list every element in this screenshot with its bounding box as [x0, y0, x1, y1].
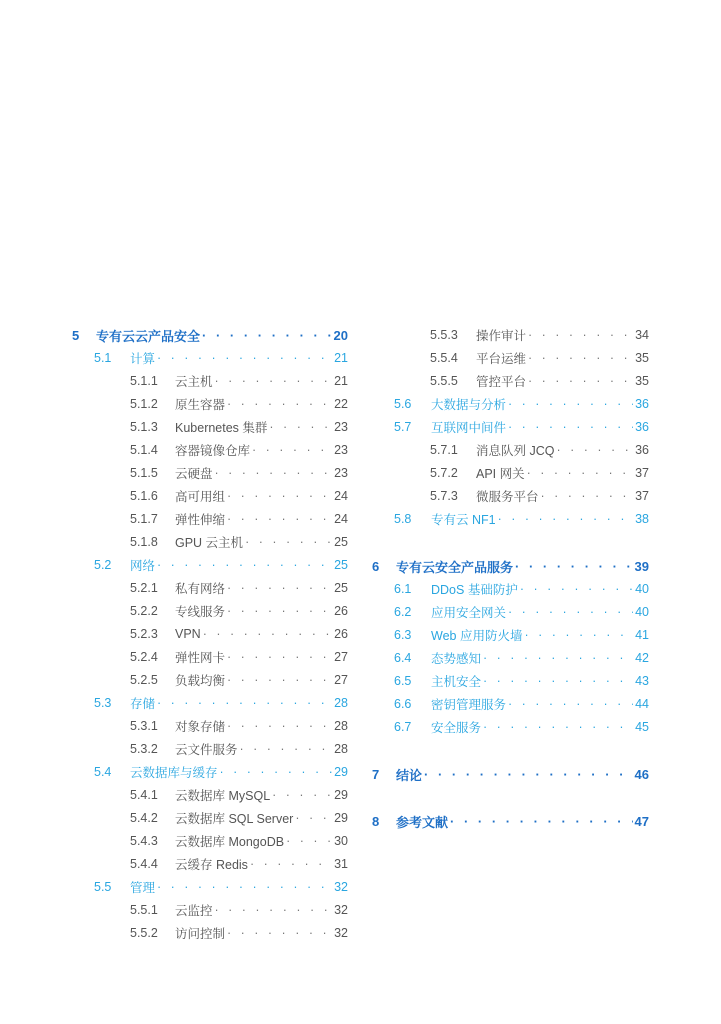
toc-entry-title: 弹性网卡 — [175, 651, 226, 665]
toc-entry-page: 20 — [333, 327, 348, 343]
toc-entry[interactable] — [394, 417, 649, 437]
toc-entry-page: 26 — [334, 604, 348, 618]
toc-leader-dots — [528, 328, 633, 342]
toc-leader-dots — [528, 351, 633, 365]
toc-leader-dots — [508, 697, 633, 711]
toc-entry-number: 5.7 — [394, 420, 412, 434]
toc-leader-dots — [295, 811, 332, 825]
toc-entry[interactable] — [94, 348, 348, 368]
toc-entry-page: 36 — [635, 443, 649, 457]
toc-entry-page: 22 — [334, 397, 348, 411]
toc-entry[interactable] — [394, 671, 649, 691]
toc-entry[interactable] — [94, 762, 348, 782]
toc-entry-number: 8 — [372, 813, 380, 829]
toc-entry-page: 32 — [334, 926, 348, 940]
toc-entry-title: 访问控制 — [175, 927, 226, 941]
toc-entry-page: 32 — [334, 880, 348, 894]
toc-entry-number: 5.4.1 — [130, 788, 158, 802]
toc-entry-title: API 网关 — [476, 467, 525, 481]
toc-entry[interactable] — [94, 555, 348, 575]
toc-entry-title: 容器镜像仓库 — [175, 444, 251, 458]
toc-entry-title: 云数据库与缓存 — [130, 766, 218, 780]
toc-entry-page: 24 — [334, 512, 348, 526]
toc-entry[interactable] — [130, 923, 348, 943]
toc-entry-title: 态势感知 — [431, 652, 482, 666]
toc-entry[interactable] — [430, 325, 649, 345]
toc-entry-number: 5.1.7 — [130, 512, 158, 526]
toc-entry-title: Web 应用防火墙 — [431, 629, 523, 643]
toc-leader-dots — [556, 443, 633, 457]
toc-entry[interactable] — [394, 648, 649, 668]
toc-entry-title: 云数据库 SQL Server — [175, 812, 294, 826]
toc-leader-dots — [527, 466, 633, 480]
toc-entry-number: 5.1 — [94, 351, 112, 365]
toc-entry-number: 5.6 — [394, 397, 412, 411]
toc-entry-number: 5.2.2 — [130, 604, 158, 618]
toc-entry-title: 专有云安全产品服务 — [396, 559, 514, 575]
toc-entry-number: 5.2 — [94, 558, 112, 572]
toc-entry-title: 原生容器 — [175, 398, 226, 412]
toc-entry-title: 高可用组 — [175, 490, 226, 504]
toc-leader-dots — [250, 857, 332, 871]
toc-entry[interactable] — [394, 694, 649, 714]
toc-entry-number: 6 — [372, 558, 380, 574]
toc-entry[interactable] — [372, 764, 649, 784]
toc-entry-number: 5.7.2 — [430, 466, 458, 480]
toc-entry[interactable] — [130, 601, 348, 621]
toc-entry-page: 28 — [334, 742, 348, 756]
toc-entry-number: 5.4.3 — [130, 834, 158, 848]
toc-entry-number: 5.3 — [94, 696, 112, 710]
toc-leader-dots — [227, 650, 332, 664]
toc-entry-number: 5.5.3 — [430, 328, 458, 342]
toc-entry[interactable] — [430, 440, 649, 460]
toc-entry-number: 5.5.5 — [430, 374, 458, 388]
toc-entry[interactable] — [372, 556, 649, 576]
toc-leader-dots — [245, 535, 332, 549]
toc-entry-number: 5.3.1 — [130, 719, 158, 733]
toc-entry[interactable] — [130, 670, 348, 690]
toc-entry-page: 34 — [635, 328, 649, 342]
toc-entry-title: 云缓存 Redis — [175, 858, 248, 872]
toc-entry-number: 5.3.2 — [130, 742, 158, 756]
toc-leader-dots — [227, 397, 332, 411]
toc-entry-page: 23 — [334, 443, 348, 457]
toc-entry[interactable] — [130, 624, 348, 644]
toc-entry-page: 32 — [334, 903, 348, 917]
toc-entry-number: 6.3 — [394, 628, 412, 642]
toc-entry-number: 5.2.5 — [130, 673, 158, 687]
toc-leader-dots — [286, 834, 332, 848]
toc-leader-dots — [524, 628, 633, 642]
toc-entry[interactable] — [394, 602, 649, 622]
toc-entry-number: 5.1.5 — [130, 466, 158, 480]
toc-entry-title: 主机安全 — [431, 675, 482, 689]
toc-entry-title: 云数据库 MongoDB — [175, 835, 285, 849]
toc-entry-page: 46 — [634, 766, 649, 782]
toc-entry-page: 43 — [635, 674, 649, 688]
toc-entry[interactable] — [130, 417, 348, 437]
toc-entry-title: 操作审计 — [476, 329, 527, 343]
toc-entry[interactable] — [130, 463, 348, 483]
toc-entry-page: 40 — [635, 605, 649, 619]
toc-entry-number: 5.1.8 — [130, 535, 158, 549]
toc-leader-dots — [508, 605, 633, 619]
toc-entry-title: 云文件服务 — [175, 743, 238, 757]
toc-entry[interactable] — [94, 693, 348, 713]
toc-entry-page: 45 — [635, 720, 649, 734]
toc-leader-dots — [215, 374, 333, 388]
toc-leader-dots — [528, 374, 633, 388]
toc-entry-number: 6.4 — [394, 651, 412, 665]
toc-entry-page: 35 — [635, 351, 649, 365]
toc-entry[interactable] — [130, 486, 348, 506]
toc-leader-dots — [157, 880, 332, 894]
toc-entry-page: 28 — [334, 719, 348, 733]
toc-entry-number: 5.5.2 — [130, 926, 158, 940]
toc-entry[interactable] — [394, 625, 649, 645]
toc-leader-dots — [450, 814, 633, 829]
toc-entry[interactable] — [130, 371, 348, 391]
toc-entry-page: 37 — [635, 489, 649, 503]
toc-entry-number: 5.5.4 — [430, 351, 458, 365]
toc-entry-title: 云硬盘 — [175, 467, 213, 481]
toc-entry-page: 36 — [635, 397, 649, 411]
toc-entry-title: 平台运维 — [476, 352, 527, 366]
toc-entry-page: 38 — [635, 512, 649, 526]
toc-entry-title: GPU 云主机 — [175, 536, 244, 550]
toc-entry-number: 5.4.4 — [130, 857, 158, 871]
toc-entry-title: 专线服务 — [175, 605, 226, 619]
toc-entry-title: 存储 — [130, 697, 156, 711]
toc-entry-page: 44 — [635, 697, 649, 711]
toc-entry-page: 29 — [334, 788, 348, 802]
toc-entry-title: 私有网络 — [175, 582, 226, 596]
toc-entry-title: 云监控 — [175, 904, 213, 918]
toc-entry[interactable] — [94, 877, 348, 897]
toc-entry-page: 25 — [334, 558, 348, 572]
toc-entry-page: 31 — [334, 857, 348, 871]
toc-entry-page: 36 — [635, 420, 649, 434]
toc-entry-title: 专有云云产品安全 — [96, 328, 201, 344]
toc-entry-page: 26 — [334, 627, 348, 641]
toc-entry[interactable] — [394, 579, 649, 599]
toc-entry-title: 管理 — [130, 881, 156, 895]
toc-entry-page: 23 — [334, 420, 348, 434]
toc-leader-dots — [269, 420, 332, 434]
toc-leader-dots — [515, 559, 633, 574]
toc-entry-number: 7 — [372, 766, 380, 782]
toc-leader-dots — [508, 397, 633, 411]
toc-entry-title: 负载均衡 — [175, 674, 226, 688]
toc-entry-title: Kubernetes 集群 — [175, 421, 268, 435]
toc-entry-page: 47 — [634, 813, 649, 829]
toc-entry-number: 5.2.1 — [130, 581, 158, 595]
toc-leader-dots — [508, 420, 633, 434]
toc-leader-dots — [272, 788, 332, 802]
toc-leader-dots — [541, 489, 634, 503]
toc-entry-number: 5.1.4 — [130, 443, 158, 457]
toc-entry-title: 互联网中间件 — [431, 421, 507, 435]
toc-leader-dots — [520, 582, 633, 596]
toc-entry-page: 24 — [334, 489, 348, 503]
toc-entry-title: 专有云 NF1 — [431, 513, 496, 527]
toc-entry-number: 5.2.4 — [130, 650, 158, 664]
toc-entry[interactable] — [394, 394, 649, 414]
toc-entry-title: VPN — [175, 627, 201, 641]
toc-entry-title: DDoS 基础防护 — [431, 583, 518, 597]
toc-entry-page: 39 — [634, 558, 649, 574]
toc-leader-dots — [157, 351, 332, 365]
toc-entry-title: 大数据与分析 — [431, 398, 507, 412]
toc-entry[interactable] — [394, 509, 649, 529]
toc-entry-number: 5.7.3 — [430, 489, 458, 503]
toc-leader-dots — [424, 767, 633, 782]
toc-entry-number: 5 — [72, 327, 80, 343]
toc-entry-title: 对象存储 — [175, 720, 226, 734]
toc-entry-number: 5.4.2 — [130, 811, 158, 825]
toc-leader-dots — [202, 328, 332, 343]
toc-entry-title: 结论 — [396, 767, 423, 783]
toc-entry[interactable] — [430, 371, 649, 391]
toc-leader-dots — [483, 720, 633, 734]
toc-entry-number: 5.1.6 — [130, 489, 158, 503]
toc-entry-title: 弹性伸缩 — [175, 513, 226, 527]
toc-entry-number: 5.5.1 — [130, 903, 158, 917]
toc-entry-title: 密钥管理服务 — [431, 698, 507, 712]
toc-entry[interactable] — [130, 394, 348, 414]
toc-leader-dots — [157, 696, 332, 710]
toc-entry[interactable] — [130, 831, 348, 851]
toc-entry-title: 安全服务 — [431, 721, 482, 735]
toc-entry[interactable] — [130, 739, 348, 759]
toc-entry-title: 微服务平台 — [476, 490, 539, 504]
toc-entry-title: 参考文献 — [396, 814, 449, 830]
toc-entry[interactable] — [130, 532, 348, 552]
toc-leader-dots — [215, 466, 333, 480]
toc-entry[interactable] — [130, 785, 348, 805]
toc-entry-number: 5.1.3 — [130, 420, 158, 434]
toc-entry-page: 35 — [635, 374, 649, 388]
toc-entry-number: 6.1 — [394, 582, 412, 596]
toc-entry-number: 5.1.2 — [130, 397, 158, 411]
toc-entry-page: 27 — [334, 673, 348, 687]
toc-entry[interactable] — [430, 463, 649, 483]
toc-leader-dots — [227, 926, 332, 940]
toc-entry[interactable] — [130, 900, 348, 920]
toc-entry-number: 6.7 — [394, 720, 412, 734]
toc-leader-dots — [227, 489, 332, 503]
toc-entry-title: 云主机 — [175, 375, 213, 389]
toc-leader-dots — [240, 742, 333, 756]
toc-entry[interactable] — [372, 811, 649, 831]
toc-entry-page: 21 — [334, 351, 348, 365]
toc-entry-page: 27 — [334, 650, 348, 664]
toc-leader-dots — [227, 719, 332, 733]
toc-entry-page: 42 — [635, 651, 649, 665]
toc-entry-page: 25 — [334, 535, 348, 549]
toc-entry-page: 25 — [334, 581, 348, 595]
toc-leader-dots — [227, 512, 332, 526]
toc-entry-page: 23 — [334, 466, 348, 480]
toc-entry[interactable] — [130, 854, 348, 874]
toc-entry-number: 5.2.3 — [130, 627, 158, 641]
toc-leader-dots — [227, 604, 332, 618]
toc-entry-title: 计算 — [130, 352, 156, 366]
toc-entry-number: 6.6 — [394, 697, 412, 711]
toc-entry[interactable] — [130, 440, 348, 460]
toc-leader-dots — [252, 443, 332, 457]
toc-entry[interactable] — [130, 578, 348, 598]
toc-entry-title: 应用安全网关 — [431, 606, 507, 620]
toc-entry-page: 30 — [334, 834, 348, 848]
toc-entry[interactable] — [130, 716, 348, 736]
toc-entry-page: 29 — [334, 811, 348, 825]
toc-entry-title: 管控平台 — [476, 375, 527, 389]
toc-entry-title: 消息队列 JCQ — [476, 444, 555, 458]
toc-entry-title: 网络 — [130, 559, 156, 573]
toc-entry-page: 29 — [334, 765, 348, 779]
toc-leader-dots — [227, 673, 332, 687]
toc-entry[interactable] — [130, 509, 348, 529]
toc-entry[interactable] — [430, 348, 649, 368]
toc-entry-page: 21 — [334, 374, 348, 388]
toc-entry-number: 5.8 — [394, 512, 412, 526]
toc-leader-dots — [498, 512, 634, 526]
toc-leader-dots — [483, 674, 633, 688]
toc-entry-number: 6.2 — [394, 605, 412, 619]
toc-entry-title: 云数据库 MySQL — [175, 789, 271, 803]
toc-leader-dots — [483, 651, 633, 665]
toc-entry-page: 40 — [635, 582, 649, 596]
toc-entry-page: 41 — [635, 628, 649, 642]
toc-leader-dots — [227, 581, 332, 595]
toc-entry-number: 5.5 — [94, 880, 112, 894]
toc-entry-number: 5.1.1 — [130, 374, 158, 388]
toc-entry[interactable] — [430, 486, 649, 506]
toc-leader-dots — [157, 558, 332, 572]
toc-entry-number: 5.7.1 — [430, 443, 458, 457]
toc-entry[interactable] — [130, 647, 348, 667]
toc-leader-dots — [203, 627, 332, 641]
toc-entry[interactable] — [130, 808, 348, 828]
toc-leader-dots — [215, 903, 333, 917]
toc-entry-number: 6.5 — [394, 674, 412, 688]
toc-entry-number: 5.4 — [94, 765, 112, 779]
toc-entry[interactable] — [72, 325, 348, 345]
toc-entry[interactable] — [394, 717, 649, 737]
toc-entry-page: 28 — [334, 696, 348, 710]
toc-entry-page: 37 — [635, 466, 649, 480]
toc-leader-dots — [220, 765, 333, 779]
